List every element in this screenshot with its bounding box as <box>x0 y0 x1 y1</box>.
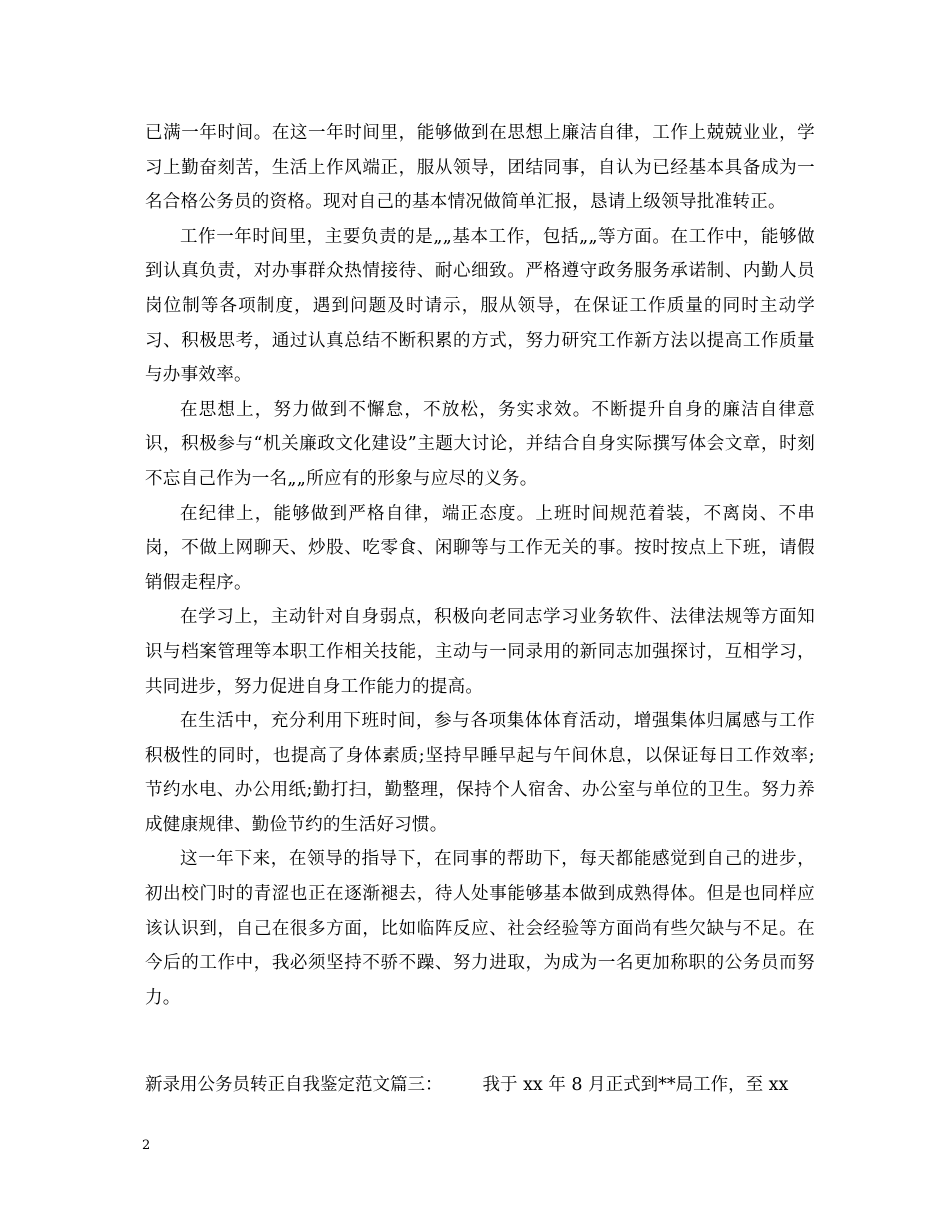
section-heading-line <box>145 1068 820 1103</box>
paragraph-2: 工作一年时间里，主要负责的是„„基本工作，包括„„等方面。在工作中，能够做到认真负责，对办事群众热情接待、耐心细致。严格遵守政务服务承诺制、内勤人员岗位制等各项制度，遇到问题及时请示，服从领导，在保证工作质量的同时主动学习、积极思考，通过认真总结不断积累的方式，努力研究工作新方法以提高工作质量与办事效率。 <box>145 226 815 386</box>
paragraph-7: 这一年下来，在领导的指导下，在同事的帮助下，每天都能感觉到自己的进步，初出校门时的青涩也正在逐渐褪去，待人处事能够基本做到成熟得体。但是也同样应该认识到，自己在很多方面，比如临阵反应、社会经验等方面尚有些欠缺与不足。在今后的工作中，我必须坚持不骄不躁、努力进取，为成为一名更加称职的公务员而努力。 <box>145 849 815 1008</box>
section-start-text: 我于 xx 年 8 月正式到**局工作，至 xx <box>482 1075 789 1095</box>
paragraph-1: 已满一年时间。在这一年时间里，能够做到在思想上廉洁自律，工作上兢兢业业，学习上勤奋刻苦，生活上作风端正，服从领导，团结同事，自认为已经基本具备成为一名合格公务员的资格。现对自己的基本情况做简单汇报，恳请上级领导批准转正。 <box>145 123 815 213</box>
page-number: 2 <box>142 1138 151 1153</box>
paragraph-3: 在思想上，努力做到不懈怠，不放松，务实求效。不断提升自身的廉洁自律意识，积极参与“机关廉政文化建设”主题大讨论，并结合自身实际撰写体会文章，时刻不忘自己作为一名„„所应有的形象与应尽的义务。 <box>145 399 815 489</box>
paragraph-5: 在学习上，主动针对自身弱点，积极向老同志学习业务软件、法律法规等方面知识与档案管理等本职工作相关技能，主动与一同录用的新同志加强探讨，互相学习，共同进步，努力促进自身工作能力的提高。 <box>145 607 815 697</box>
paragraph-6: 在生活中，充分利用下班时间，参与各项集体体育活动，增强集体归属感与工作积极性的同时，也提高了身体素质;坚持早睡早起与午间休息，以保证每日工作效率;节约水电、办公用纸;勤打扫，勤整理，保持个人宿舍、办公室与单位的卫生。努力养成健康规律、勤俭节约的生活好习惯。 <box>145 711 815 835</box>
document-body <box>145 116 815 1015</box>
paragraph-4: 在纪律上，能够做到严格自律，端正态度。上班时间规范着装，不离岗、不串岗，不做上网聊天、炒股、吃零食、闲聊等与工作无关的事。按时按点上下班，请假销假走程序。 <box>145 503 815 593</box>
section-heading: 新录用公务员转正自我鉴定范文篇三： <box>145 1075 443 1095</box>
